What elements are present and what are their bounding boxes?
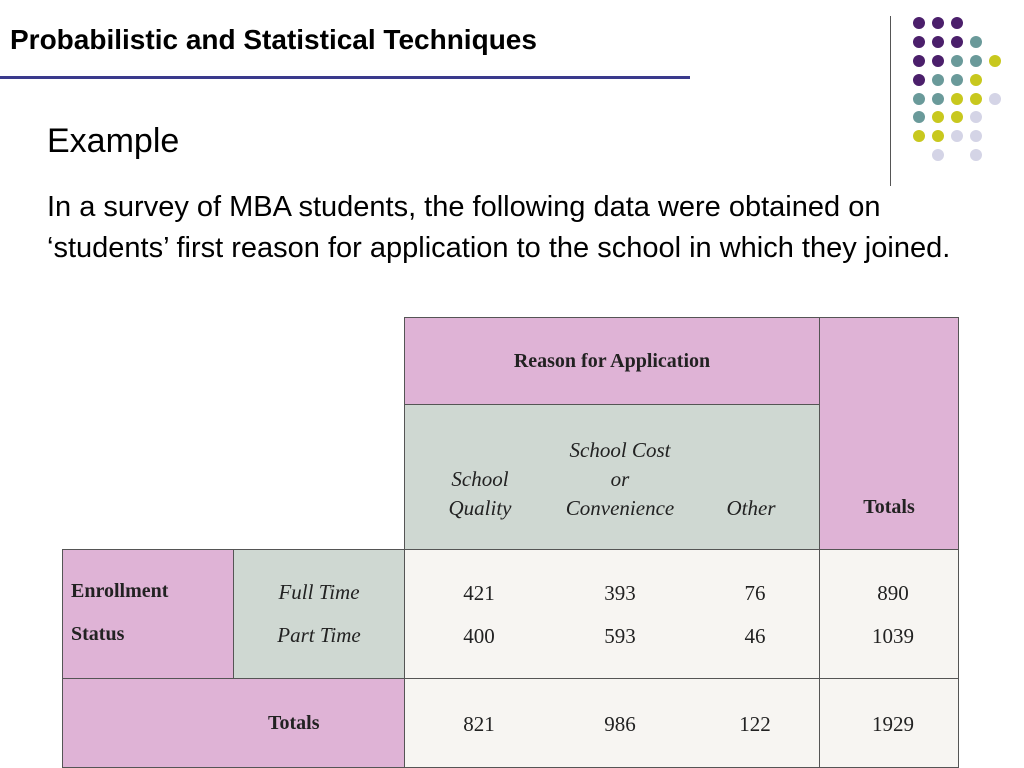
slide-heading: Example [47, 122, 180, 160]
part-time-label: Part Time [277, 623, 361, 647]
other-header: Other [726, 496, 776, 520]
totals-row-label: Totals [268, 712, 320, 734]
part-time-total: 1039 [872, 624, 914, 648]
full-time-total: 890 [877, 581, 909, 605]
total-cost: 986 [604, 712, 636, 736]
part-time-cost: 593 [604, 624, 636, 648]
full-time-quality: 421 [463, 581, 495, 605]
enrollment-status-cell [62, 549, 234, 679]
school-cost-line2: or [610, 467, 630, 491]
total-quality: 821 [463, 712, 495, 736]
grand-total-cell [819, 678, 959, 768]
slide-body-text: In a survey of MBA students, the following data were obtained on ‘students’ first reason for application to the school in which they joined. [47, 191, 951, 264]
school-cost-line1: School Cost [569, 438, 671, 462]
status-label: Status [71, 623, 125, 645]
subcolumn-header-cell [404, 404, 820, 550]
row-totals-cell [819, 549, 959, 679]
school-cost-line3: Convenience [565, 496, 675, 520]
totals-header-cell [819, 317, 959, 550]
enrollment-type-cell [233, 549, 405, 679]
reason-for-application-header: Reason for Application [513, 350, 711, 372]
enrollment-label: Enrollment [71, 580, 169, 602]
school-quality-line1: School [451, 467, 509, 491]
totals-row-data-cell [404, 678, 820, 768]
school-cost-header [545, 436, 695, 523]
part-time-quality: 400 [463, 624, 495, 648]
full-time-label: Full Time [278, 580, 360, 604]
data-body-cell [404, 549, 820, 679]
slide-title: Probabilistic and Statistical Techniques [10, 24, 537, 55]
full-time-cost: 393 [604, 581, 636, 605]
totals-row-label-cell [62, 678, 405, 768]
school-quality-line2: Quality [448, 496, 512, 520]
part-time-other: 46 [744, 624, 766, 648]
reason-header-cell [404, 317, 820, 405]
grand-total: 1929 [872, 712, 914, 736]
totals-column-header: Totals [863, 496, 915, 518]
school-quality-header [425, 465, 535, 523]
total-other: 122 [739, 712, 771, 736]
full-time-other: 76 [744, 581, 766, 605]
